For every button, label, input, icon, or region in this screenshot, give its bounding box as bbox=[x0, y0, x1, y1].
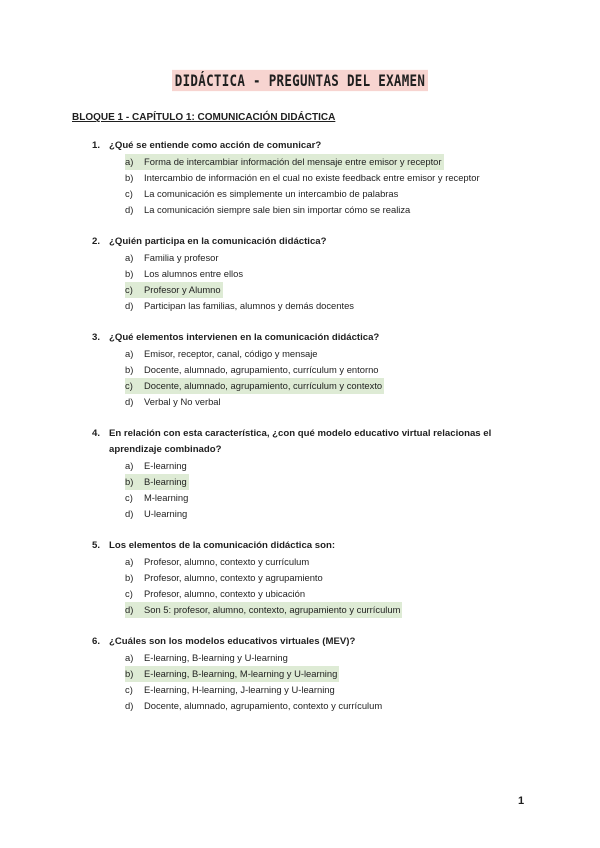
answer-option bbox=[125, 458, 522, 474]
option-text: E-learning, H-learning, J-learning y U-learning bbox=[144, 684, 335, 695]
option-text: Profesor, alumno, contexto y ubicación bbox=[144, 588, 306, 599]
answer-option bbox=[125, 650, 522, 666]
option-list bbox=[125, 154, 522, 218]
option-text: La comunicación siempre sale bien sin importar cómo se realiza bbox=[144, 204, 411, 215]
option-letter: c) bbox=[125, 282, 144, 298]
question-number: 3. bbox=[92, 332, 101, 343]
option-letter: d) bbox=[125, 508, 134, 519]
option-text: Docente, alumnado, agrupamiento, currículum y contexto bbox=[144, 378, 384, 394]
option-text: Los alumnos entre ellos bbox=[144, 268, 244, 279]
option-letter: c) bbox=[125, 684, 133, 695]
answer-option bbox=[125, 298, 522, 314]
answer-option bbox=[125, 362, 522, 378]
question-item bbox=[92, 330, 522, 410]
correct-answer-option bbox=[125, 602, 522, 618]
option-list bbox=[125, 250, 522, 314]
option-list bbox=[125, 458, 522, 522]
answer-option bbox=[125, 186, 522, 202]
question-text: En relación con esta característica, ¿con qué modelo educativo virtual relacionas el aprendizaje combinado? bbox=[109, 428, 492, 455]
option-text: Emisor, receptor, canal, código y mensaje bbox=[144, 348, 318, 359]
option-letter: a) bbox=[125, 460, 134, 471]
option-letter: d) bbox=[125, 602, 144, 618]
option-letter: a) bbox=[125, 348, 134, 359]
correct-answer-option bbox=[125, 666, 522, 682]
option-text: Docente, alumnado, agrupamiento, currículum y entorno bbox=[144, 364, 379, 375]
answer-option bbox=[125, 250, 522, 266]
option-text: Intercambio de información en el cual no existe feedback entre emisor y receptor bbox=[144, 172, 480, 183]
question-header bbox=[92, 538, 522, 554]
question-header bbox=[92, 634, 522, 650]
option-text: Participan las familias, alumnos y demás docentes bbox=[144, 300, 354, 311]
option-text: La comunicación es simplemente un intercambio de palabras bbox=[144, 188, 399, 199]
answer-option bbox=[125, 682, 522, 698]
answer-option bbox=[125, 698, 522, 714]
answer-option bbox=[125, 170, 522, 186]
option-letter: b) bbox=[125, 572, 134, 583]
option-letter: a) bbox=[125, 252, 134, 263]
option-letter: b) bbox=[125, 268, 134, 279]
option-letter: c) bbox=[125, 378, 144, 394]
question-item bbox=[92, 138, 522, 218]
option-text: E-learning, B-learning, M-learning y U-learning bbox=[144, 666, 339, 682]
option-text: M-learning bbox=[144, 492, 189, 503]
option-letter: c) bbox=[125, 492, 133, 503]
option-list bbox=[125, 554, 522, 618]
option-letter: d) bbox=[125, 700, 134, 711]
option-text: Profesor, alumno, contexto y currículum bbox=[144, 556, 310, 567]
question-header bbox=[92, 138, 522, 154]
option-letter: a) bbox=[125, 154, 144, 170]
answer-option bbox=[125, 554, 522, 570]
question-number: 2. bbox=[92, 236, 101, 247]
option-text: Familia y profesor bbox=[144, 252, 219, 263]
question-number: 5. bbox=[92, 540, 101, 551]
option-text: E-learning, B-learning y U-learning bbox=[144, 652, 288, 663]
option-text: Son 5: profesor, alumno, contexto, agrupamiento y currículum bbox=[144, 602, 402, 618]
answer-option bbox=[125, 570, 522, 586]
question-text: ¿Qué se entiende como acción de comunicar? bbox=[109, 140, 322, 151]
question-list bbox=[92, 138, 522, 730]
option-letter: b) bbox=[125, 474, 144, 490]
answer-option bbox=[125, 346, 522, 362]
question-text: ¿Qué elementos intervienen en la comunicación didáctica? bbox=[109, 332, 380, 343]
answer-option bbox=[125, 586, 522, 602]
option-letter: d) bbox=[125, 396, 134, 407]
option-text: Profesor, alumno, contexto y agrupamiento bbox=[144, 572, 323, 583]
option-text: Docente, alumnado, agrupamiento, contexto y currículum bbox=[144, 700, 383, 711]
title-container bbox=[0, 72, 600, 90]
question-number: 1. bbox=[92, 140, 101, 151]
option-text: Verbal y No verbal bbox=[144, 396, 221, 407]
option-text: Forma de intercambiar información del mensaje entre emisor y receptor bbox=[144, 154, 444, 170]
page-title: DIDÁCTICA - PREGUNTAS DEL EXAMEN bbox=[172, 70, 428, 91]
option-list bbox=[125, 346, 522, 410]
correct-answer-option bbox=[125, 282, 522, 298]
section-heading: BLOQUE 1 - CAPÍTULO 1: COMUNICACIÓN DIDÁCTICA bbox=[72, 112, 336, 123]
option-letter: d) bbox=[125, 204, 134, 215]
option-text: B-learning bbox=[144, 474, 189, 490]
correct-answer-option bbox=[125, 474, 522, 490]
answer-option bbox=[125, 506, 522, 522]
question-header bbox=[92, 234, 522, 250]
option-list bbox=[125, 650, 522, 714]
option-text: U-learning bbox=[144, 508, 188, 519]
correct-answer-option bbox=[125, 154, 522, 170]
answer-option bbox=[125, 394, 522, 410]
option-text: E-learning bbox=[144, 460, 187, 471]
option-letter: a) bbox=[125, 556, 134, 567]
option-letter: b) bbox=[125, 172, 134, 183]
answer-option bbox=[125, 266, 522, 282]
question-item bbox=[92, 234, 522, 314]
page-number: 1 bbox=[518, 795, 525, 807]
question-number: 6. bbox=[92, 636, 101, 647]
question-header bbox=[92, 330, 522, 346]
question-text: ¿Quién participa en la comunicación didáctica? bbox=[109, 236, 327, 247]
option-letter: c) bbox=[125, 588, 133, 599]
answer-option bbox=[125, 490, 522, 506]
question-number: 4. bbox=[92, 428, 101, 439]
option-letter: b) bbox=[125, 364, 134, 375]
question-item bbox=[92, 634, 522, 714]
question-item bbox=[92, 426, 522, 522]
correct-answer-option bbox=[125, 378, 522, 394]
option-letter: a) bbox=[125, 652, 134, 663]
option-text: Profesor y Alumno bbox=[144, 282, 223, 298]
question-text: ¿Cuáles son los modelos educativos virtuales (MEV)? bbox=[109, 636, 356, 647]
option-letter: c) bbox=[125, 188, 133, 199]
option-letter: b) bbox=[125, 666, 144, 682]
question-header bbox=[92, 426, 522, 458]
question-item bbox=[92, 538, 522, 618]
question-text: Los elementos de la comunicación didáctica son: bbox=[109, 540, 336, 551]
answer-option bbox=[125, 202, 522, 218]
option-letter: d) bbox=[125, 300, 134, 311]
